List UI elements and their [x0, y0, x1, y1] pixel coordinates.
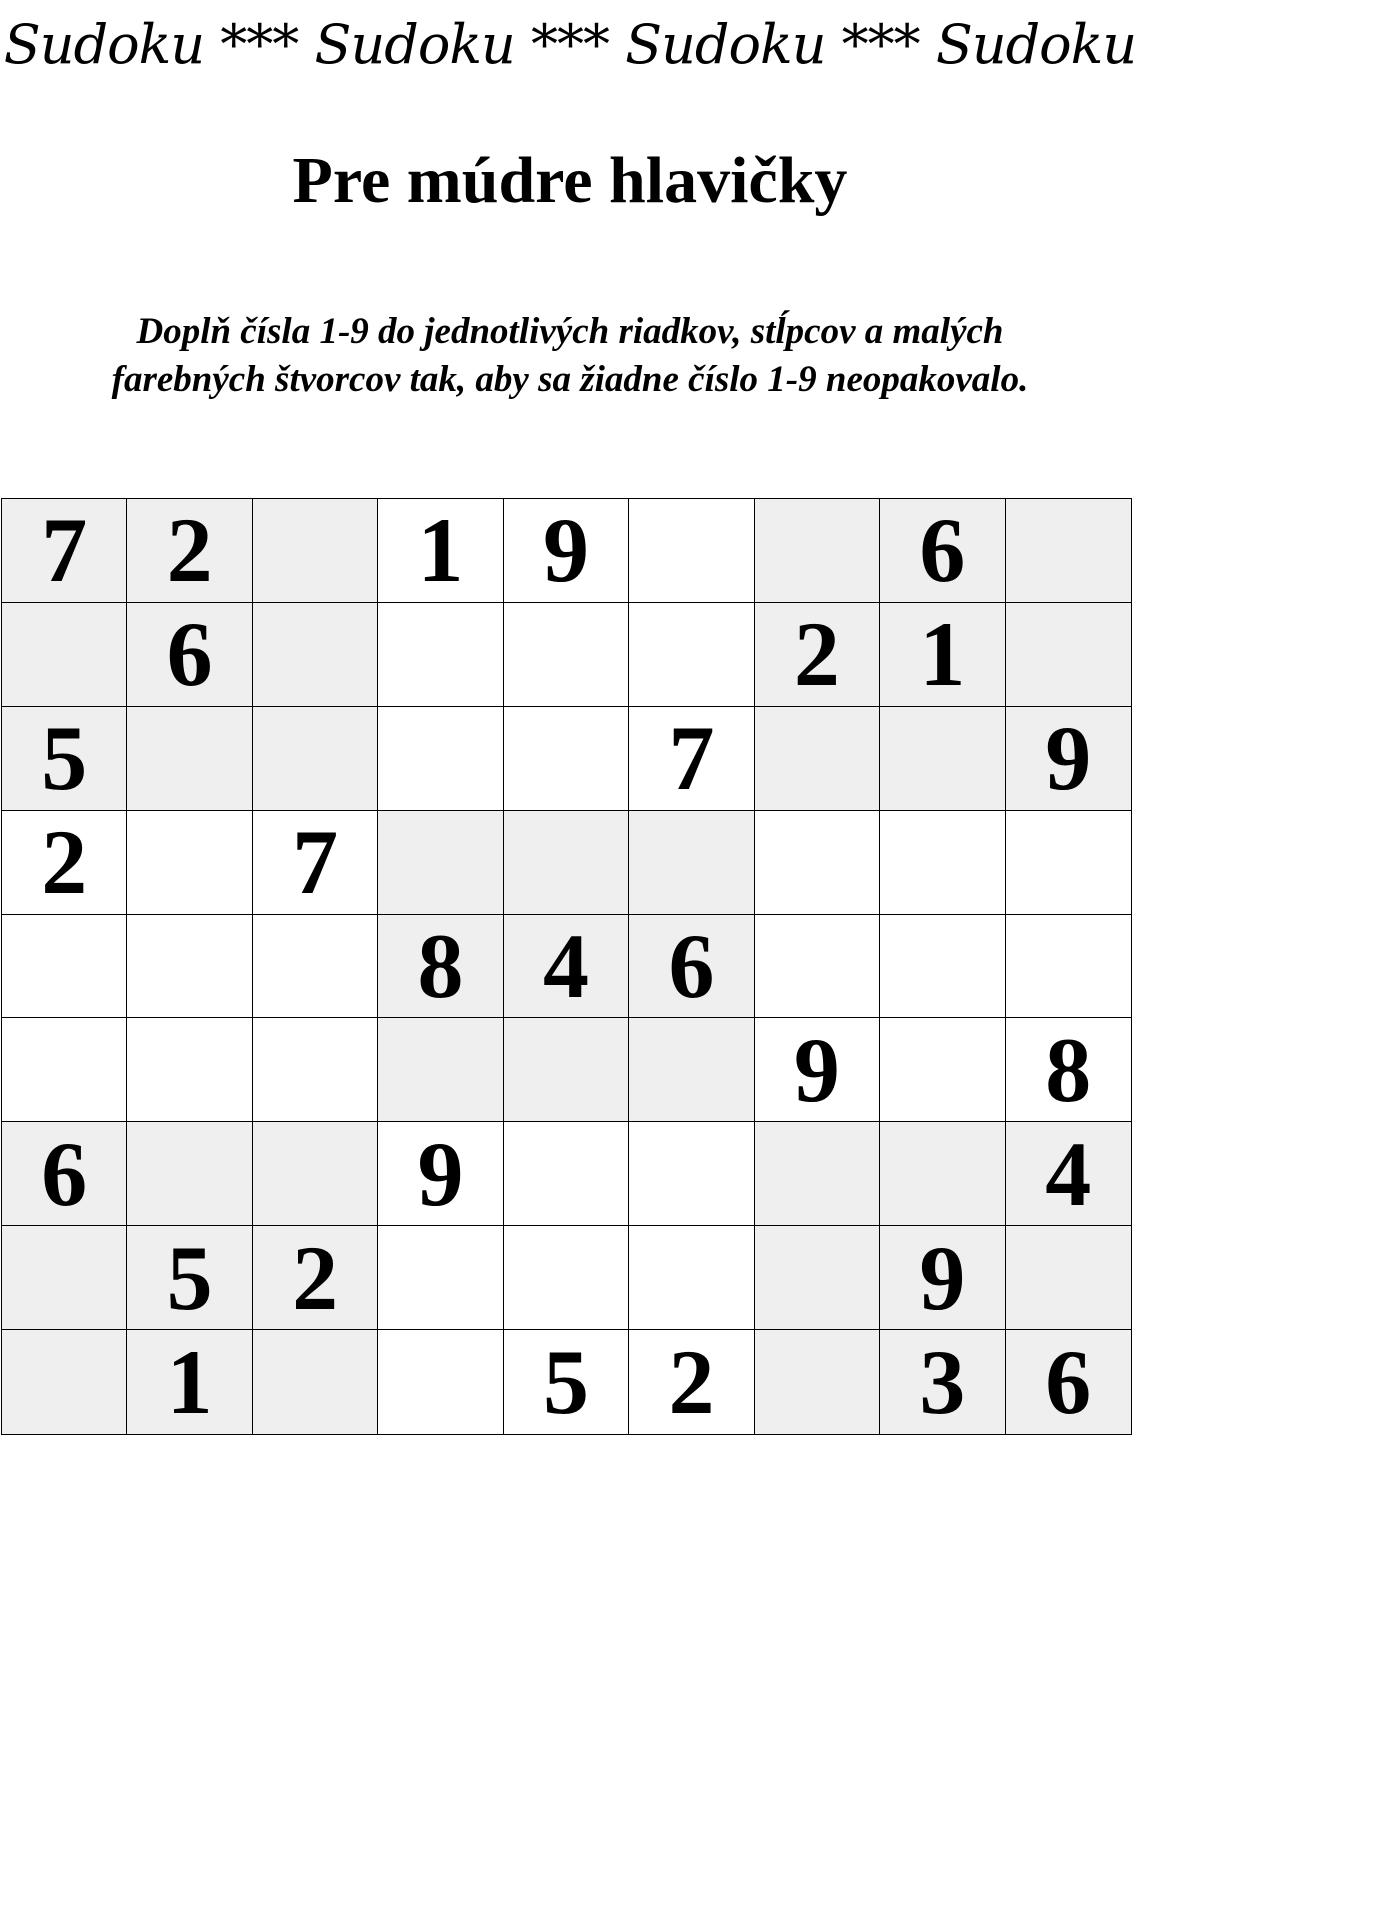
sudoku-cell-empty[interactable] — [504, 1226, 629, 1330]
sudoku-cell-empty[interactable] — [1006, 915, 1131, 1019]
sudoku-cell-empty[interactable] — [2, 1226, 127, 1330]
sudoku-cell-given: 9 — [378, 1122, 503, 1226]
sudoku-cell-empty[interactable] — [253, 603, 378, 707]
sudoku-cell-empty[interactable] — [629, 603, 754, 707]
sudoku-cell-given: 2 — [2, 811, 127, 915]
instructions-line-2: farebných štvorcov tak, aby sa žiadne číslo 1-9 neopakovalo. — [111, 359, 1029, 400]
sudoku-cell-empty[interactable] — [755, 707, 880, 811]
page-title: Pre múdre hlavičky — [292, 144, 848, 217]
sudoku-cell-empty[interactable] — [253, 707, 378, 811]
sudoku-cell-empty[interactable] — [755, 499, 880, 603]
sudoku-cell-given: 3 — [880, 1330, 1005, 1434]
sudoku-cell-given: 7 — [629, 707, 754, 811]
sudoku-cell-empty[interactable] — [378, 707, 503, 811]
sudoku-cell-empty[interactable] — [629, 1226, 754, 1330]
page-banner: Sudoku *** Sudoku *** Sudoku *** Sudoku — [3, 13, 1137, 76]
sudoku-cell-given: 5 — [504, 1330, 629, 1434]
sudoku-cell-empty[interactable] — [1006, 811, 1131, 915]
sudoku-cell-given: 5 — [2, 707, 127, 811]
sudoku-cell-empty[interactable] — [880, 1122, 1005, 1226]
sudoku-cell-empty[interactable] — [1006, 1226, 1131, 1330]
sudoku-cell-empty[interactable] — [629, 1018, 754, 1122]
sudoku-cell-empty[interactable] — [127, 707, 252, 811]
sudoku-cell-empty[interactable] — [755, 1122, 880, 1226]
sudoku-cell-empty[interactable] — [127, 1122, 252, 1226]
sudoku-cell-given: 9 — [755, 1018, 880, 1122]
sudoku-cell-empty[interactable] — [127, 811, 252, 915]
sudoku-cell-empty[interactable] — [378, 1226, 503, 1330]
sudoku-cell-empty[interactable] — [253, 499, 378, 603]
sudoku-cell-empty[interactable] — [629, 1122, 754, 1226]
instructions — [0, 308, 1140, 404]
sudoku-cell-given: 4 — [1006, 1122, 1131, 1226]
sudoku-cell-given: 2 — [755, 603, 880, 707]
sudoku-cell-given: 1 — [127, 1330, 252, 1434]
sudoku-cell-given: 2 — [253, 1226, 378, 1330]
sudoku-cell-given: 7 — [253, 811, 378, 915]
sudoku-cell-empty[interactable] — [2, 1018, 127, 1122]
sudoku-cell-given: 2 — [127, 499, 252, 603]
sudoku-cell-given: 8 — [378, 915, 503, 1019]
sudoku-cell-empty[interactable] — [378, 811, 503, 915]
sudoku-cell-given: 4 — [504, 915, 629, 1019]
sudoku-cell-empty[interactable] — [378, 1018, 503, 1122]
sudoku-cell-given: 9 — [880, 1226, 1005, 1330]
sudoku-cell-empty[interactable] — [2, 603, 127, 707]
sudoku-cell-given: 9 — [504, 499, 629, 603]
sudoku-cell-empty[interactable] — [504, 811, 629, 915]
sudoku-cell-empty[interactable] — [504, 1122, 629, 1226]
sudoku-cell-given: 1 — [880, 603, 1005, 707]
sudoku-cell-given: 6 — [880, 499, 1005, 603]
sudoku-cell-empty[interactable] — [880, 707, 1005, 811]
sudoku-cell-empty[interactable] — [880, 915, 1005, 1019]
sudoku-cell-given: 6 — [629, 915, 754, 1019]
sudoku-cell-empty[interactable] — [253, 915, 378, 1019]
sudoku-cell-empty[interactable] — [504, 707, 629, 811]
sudoku-cell-empty[interactable] — [2, 915, 127, 1019]
sudoku-cell-empty[interactable] — [253, 1018, 378, 1122]
sudoku-cell-empty[interactable] — [629, 811, 754, 915]
sudoku-cell-given: 2 — [629, 1330, 754, 1434]
sudoku-cell-given: 1 — [378, 499, 503, 603]
sudoku-cell-empty[interactable] — [378, 1330, 503, 1434]
sudoku-cell-given: 8 — [1006, 1018, 1131, 1122]
sudoku-cell-given: 6 — [2, 1122, 127, 1226]
instructions-line-1: Doplň čísla 1-9 do jednotlivých riadkov, stĺpcov a malých — [136, 311, 1004, 352]
sudoku-cell-empty[interactable] — [504, 1018, 629, 1122]
sudoku-grid — [1, 498, 1132, 1435]
sudoku-cell-empty[interactable] — [253, 1330, 378, 1434]
sudoku-cell-empty[interactable] — [880, 811, 1005, 915]
sudoku-cell-empty[interactable] — [1006, 499, 1131, 603]
sudoku-cell-empty[interactable] — [2, 1330, 127, 1434]
sudoku-cell-empty[interactable] — [755, 811, 880, 915]
sudoku-cell-empty[interactable] — [1006, 603, 1131, 707]
sudoku-cell-given: 6 — [1006, 1330, 1131, 1434]
sudoku-cell-empty[interactable] — [629, 499, 754, 603]
sudoku-cell-empty[interactable] — [253, 1122, 378, 1226]
sudoku-cell-empty[interactable] — [880, 1018, 1005, 1122]
sudoku-cell-empty[interactable] — [504, 603, 629, 707]
sudoku-cell-empty[interactable] — [755, 915, 880, 1019]
sudoku-cell-given: 5 — [127, 1226, 252, 1330]
sudoku-cell-empty[interactable] — [755, 1226, 880, 1330]
sudoku-cell-given: 7 — [2, 499, 127, 603]
sudoku-cell-given: 9 — [1006, 707, 1131, 811]
sudoku-cell-given: 6 — [127, 603, 252, 707]
sudoku-cell-empty[interactable] — [127, 1018, 252, 1122]
sudoku-cell-empty[interactable] — [755, 1330, 880, 1434]
sudoku-cell-empty[interactable] — [127, 915, 252, 1019]
sudoku-cell-empty[interactable] — [378, 603, 503, 707]
